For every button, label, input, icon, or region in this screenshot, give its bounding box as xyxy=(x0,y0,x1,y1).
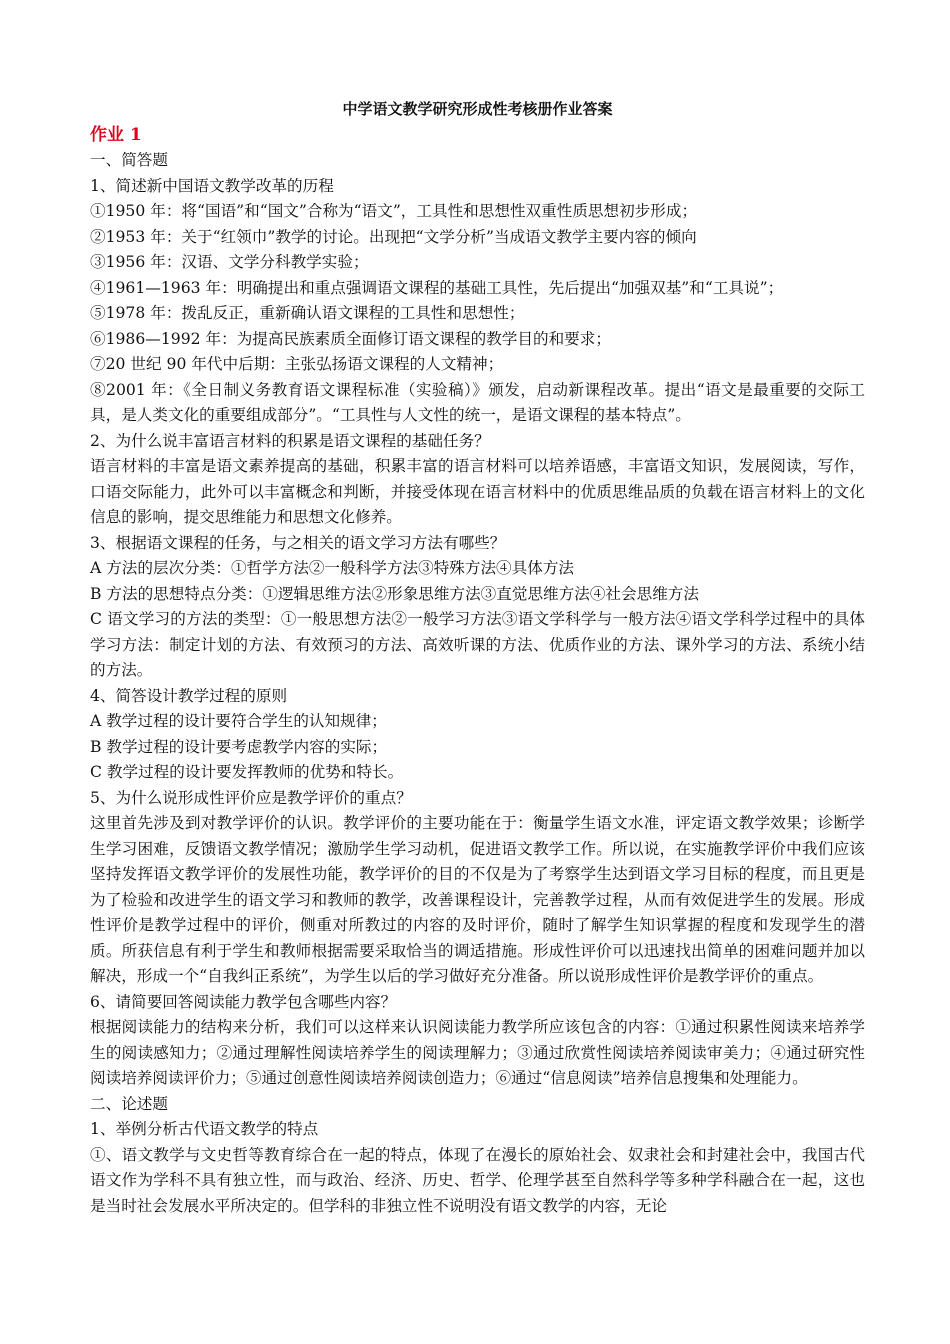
answer-line: C 教学过程的设计要发挥教师的优势和特长。 xyxy=(90,763,404,781)
question: 3、根据语文课程的任务，与之相关的语文学习方法有哪些？ xyxy=(90,533,506,552)
answer-line: ①1950 年：将“国语”和“国文”合称为“语文”，工具性和思想性双重性质思想初步形成； xyxy=(90,202,698,220)
question: 5、为什么说形成性评价应是教学评价的重点？ xyxy=(90,788,412,807)
document-page xyxy=(90,96,865,1219)
answer-line: A 教学过程的设计要符合学生的认知规律； xyxy=(90,712,387,730)
section-heading: 一、简答题 xyxy=(90,151,168,169)
homework-heading: 作业 1 xyxy=(90,125,142,145)
answer-line: ⑥1986—1992 年：为提高民族素质全面修订语文课程的教学目的和要求； xyxy=(90,329,611,348)
answer-line: ②1953 年：关于“红领巾”教学的讨论。出现把“文学分析”当成语文教学主要内容的倾向 xyxy=(90,227,697,246)
question: 4、简答设计教学过程的原则 xyxy=(90,686,288,705)
answer-paragraph: ①、语文教学与文史哲等教育综合在一起的特点，体现了在漫长的原始社会、奴隶社会和封建社会中，我国古代语文作为学科不具有独立性，而与政治、经济、历史、哲学、伦理学甚至自然科学等多种学科融合在一起，这也是当时社会发展水平所决定的。但学科的非独立性不说明没有语文教学的内容，无论 xyxy=(90,1145,865,1215)
answer-line: ⑦20 世纪 90 年代中后期：主张弘扬语文课程的人文精神； xyxy=(90,355,504,373)
question: 2、为什么说丰富语言材料的积累是语文课程的基础任务？ xyxy=(90,431,490,450)
answer-line: B 方法的思想特点分类：①逻辑思维方法②形象思维方法③直觉思维方法④社会思维方法 xyxy=(90,584,699,603)
answer-paragraph: ⑧2001 年：《全日制义务教育语文课程标准（实验稿）》颁发，启动新课程改革。提出“语文是最重要的交际工具，是人类文化的重要组成部分”。“工具性与人文性的统一，是语文课程的基本特点”。 xyxy=(90,380,865,424)
answer-paragraph: 语言材料的丰富是语文素养提高的基础，积累丰富的语言材料可以培养语感，丰富语文知识，发展阅读，写作，口语交际能力，此外可以丰富概念和判断，并接受体现在语言材料中的优质思维品质的负载在语言材料上的文化信息的影响，提交思维能力和思想文化修养。 xyxy=(90,457,865,526)
question: 6、请简要回答阅读能力教学包含哪些内容？ xyxy=(90,992,397,1011)
answer-paragraph: C 语文学习的方法的类型：①一般思想方法②一般学习方法③语文学科学与一般方法④语文学科学过程中的具体学习方法：制定计划的方法、有效预习的方法、高效听课的方法、优质作业的方法、课外学习的方法、系统小结的方法。 xyxy=(90,610,865,679)
answer-line: ③1956 年：汉语、文学分科教学实验； xyxy=(90,253,369,271)
answer-paragraph: 根据阅读能力的结构来分析，我们可以这样来认识阅读能力教学所应该包含的内容：①通过积累性阅读来培养学生的阅读感知力；②通过理解性阅读培养学生的阅读理解力；③通过欣赏性阅读培养阅读审美力；④通过研究性阅读培养阅读评价力；⑤通过创意性阅读培养阅读创造力；⑥通过“信息阅读”培养信息搜集和处理能力。 xyxy=(90,1018,865,1087)
answer-line: B 教学过程的设计要考虑教学内容的实际； xyxy=(90,737,388,756)
section-heading: 二、论述题 xyxy=(90,1094,168,1113)
answer-line: ⑤1978 年：拨乱反正，重新确认语文课程的工具性和思想性； xyxy=(90,304,525,322)
answer-line: ④1961—1963 年：明确提出和重点强调语文课程的基础工具性，先后提出“加强双基”和“工具说”； xyxy=(90,278,784,297)
answer-paragraph: 这里首先涉及到对教学评价的认识。教学评价的主要功能在于：衡量学生语文水准，评定语文教学效果；诊断学生学习困难，反馈语文教学情况；激励学生学习动机，促进语文教学工作。所以说，在实施教学评价中我们应该坚持发挥语文教学评价的发展性功能，教学评价的目的不仅是为了考察学生达到语文学习目标的程度，而且更是为了检验和改进学生的语文学习和教师的教学，改善课程设计，完善教学过程，从而有效促进学生的发展。形成性评价是教学过程中的评价，侧重对所教过的内容的及时评价，随时了解学生知识掌握的程度和发现学生的潜质。所获信息有利于学生和教师根据需要采取恰当的调适措施。形成性评价可以迅速找出简单的困难问题并加以解决，形成一个“自我纠正系统”，为学生以后的学习做好充分准备。所以说形成性评价是教学评价的重点。 xyxy=(90,814,865,985)
question: 1、举例分析古代语文教学的特点 xyxy=(90,1120,319,1138)
answer-line: A 方法的层次分类：①哲学方法②一般科学方法③特殊方法④具体方法 xyxy=(90,559,575,577)
question: 1、简述新中国语文教学改革的历程 xyxy=(90,176,334,195)
page-title: 中学语文教学研究形成性考核册作业答案 xyxy=(342,100,613,118)
